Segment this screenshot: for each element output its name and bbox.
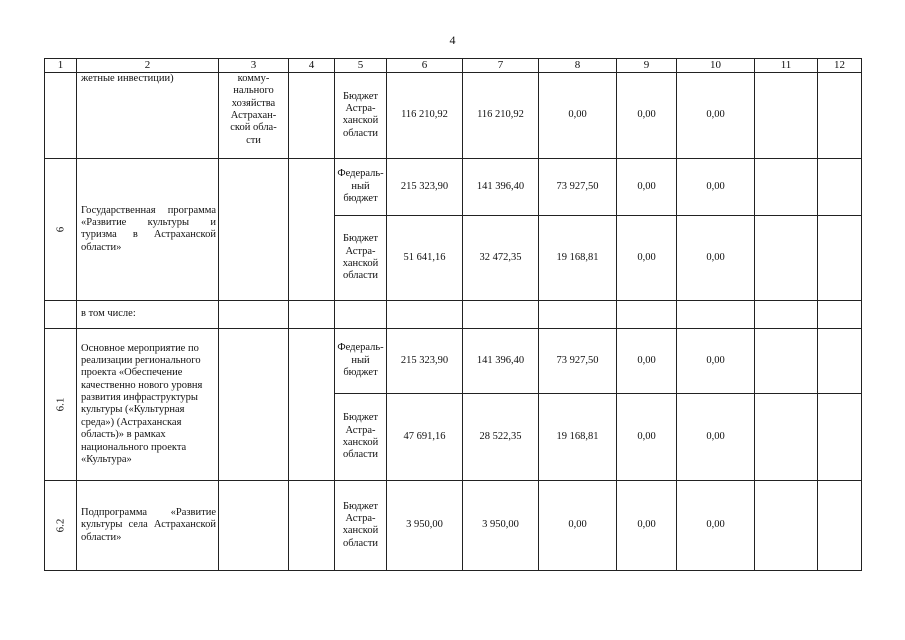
value-cell: 0,00 (617, 215, 677, 300)
page-number: 4 (449, 33, 456, 47)
value-cell: 141 396,40 (463, 328, 539, 393)
col-header: 9 (617, 59, 677, 73)
table-row (45, 72, 862, 158)
value-cell: 0,00 (617, 72, 677, 158)
col-header: 6 (387, 59, 463, 73)
budget-table (44, 58, 862, 571)
row-number: 6.1 (54, 397, 67, 412)
value-cell: 0,00 (539, 72, 617, 158)
value-cell: 0,00 (677, 215, 755, 300)
value-cell: 3 950,00 (463, 480, 539, 570)
funding-source: Бюджет Астра- ханской области (335, 480, 387, 570)
funding-source: Бюджет Астра- ханской области (335, 393, 387, 480)
col-header: 7 (463, 59, 539, 73)
funding-source: Бюджет Астра- ханской области (335, 215, 387, 300)
value-cell: 19 168,81 (539, 393, 617, 480)
col-header: 10 (677, 59, 755, 73)
col-header: 4 (289, 59, 335, 73)
col-header: 3 (219, 59, 289, 73)
value-cell: 0,00 (677, 393, 755, 480)
value-cell: 28 522,35 (463, 393, 539, 480)
table-row (45, 480, 862, 570)
including-label: в том числе: (77, 300, 219, 328)
value-cell: 19 168,81 (539, 215, 617, 300)
value-cell: 47 691,16 (387, 393, 463, 480)
value-cell: 141 396,40 (463, 158, 539, 215)
funding-source: Федераль- ный бюджет (335, 158, 387, 215)
column-number-row (45, 59, 862, 73)
col-header: 8 (539, 59, 617, 73)
row-number-cell (45, 480, 77, 570)
value-cell: 3 950,00 (387, 480, 463, 570)
program-name: жетные инвестиции) (77, 72, 219, 158)
value-cell: 0,00 (539, 480, 617, 570)
row-number-cell (45, 328, 77, 480)
program-name: Подпрограмма «Развитие культуры села Астраханской области» (77, 480, 219, 570)
executor-cell: комму- нального хозяйства Астрахан- ской обла- сти (219, 72, 289, 158)
row-number: 6 (54, 226, 67, 233)
col-header: 11 (755, 59, 818, 73)
table-row (45, 158, 862, 215)
value-cell: 0,00 (617, 328, 677, 393)
funding-source: Бюджет Астра- ханской области (335, 72, 387, 158)
value-cell: 32 472,35 (463, 215, 539, 300)
table-row (45, 328, 862, 393)
table-row (45, 300, 862, 328)
value-cell: 0,00 (677, 328, 755, 393)
value-cell: 73 927,50 (539, 158, 617, 215)
value-cell: 116 210,92 (463, 72, 539, 158)
program-name: Основное мероприятие по реализации регионального проекта «Обеспечение качественно нового уровня развития инфраструктуры культуры («Культурная среда») (Астраханская область)» в рамках национального проекта «Культура» (77, 328, 219, 480)
col-header: 5 (335, 59, 387, 73)
program-name: Государственная программа «Развитие культуры и туризма в Астраханской области» (77, 158, 219, 300)
col-header: 12 (818, 59, 862, 73)
value-cell: 0,00 (677, 480, 755, 570)
funding-source: Федераль- ный бюджет (335, 328, 387, 393)
value-cell: 0,00 (617, 480, 677, 570)
value-cell: 116 210,92 (387, 72, 463, 158)
value-cell: 215 323,90 (387, 328, 463, 393)
value-cell: 51 641,16 (387, 215, 463, 300)
col-header: 2 (77, 59, 219, 73)
value-cell: 0,00 (677, 158, 755, 215)
row-number: 6.2 (54, 518, 67, 533)
value-cell: 73 927,50 (539, 328, 617, 393)
col-header: 1 (45, 59, 77, 73)
value-cell: 0,00 (617, 393, 677, 480)
row-number-cell (45, 158, 77, 300)
value-cell: 215 323,90 (387, 158, 463, 215)
value-cell: 0,00 (617, 158, 677, 215)
value-cell: 0,00 (677, 72, 755, 158)
